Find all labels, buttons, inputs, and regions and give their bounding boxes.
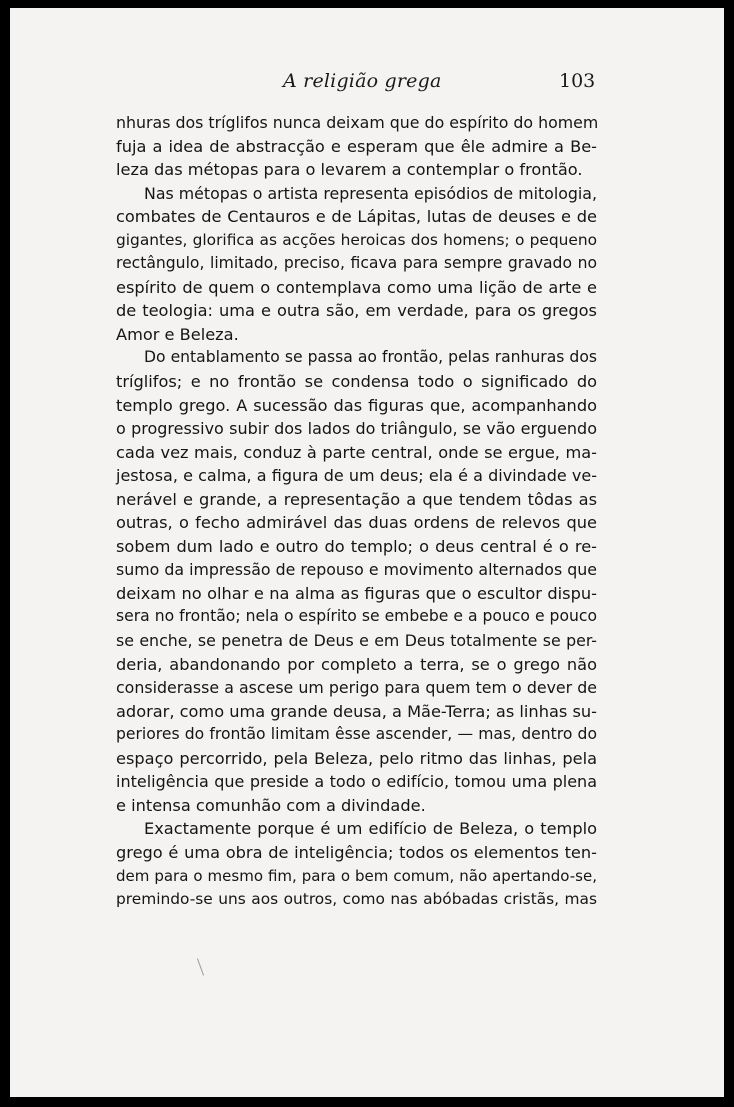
text-line: gigantes, glorifica as acções heroicas dos homens; o pequeno	[116, 230, 597, 249]
text-line: inteligência que preside a todo o edifício, tomou uma plena	[116, 772, 597, 792]
text-line: templo grego. A sucessão das figuras que, acompanhando	[116, 395, 597, 415]
text-line: premindo-se uns aos outros, como nas abóbadas cristãs, mas	[116, 890, 597, 909]
text-line: espaço percorrido, pela Beleza, pelo ritmo das linhas, pela	[116, 748, 597, 768]
text-line: periores do frontão limitam êsse ascender, — mas, dentro do	[116, 725, 597, 744]
text-line: rectângulo, limitado, preciso, ficava para sempre gravado no	[116, 254, 597, 273]
text-line: deixam no olhar e na alma as figuras que o escultor dispu-	[116, 583, 597, 603]
text-line: Exactamente porque é um edifício de Beleza, o templo	[144, 819, 597, 839]
text-line: deria, abandonando por completo a terra, se o grego não	[116, 654, 597, 674]
text-line: combates de Centauros e de Lápitas, lutas de deuses e de	[116, 207, 597, 227]
page-number: 103	[559, 70, 596, 92]
body-text	[116, 111, 597, 912]
text-line: Do entablamento se passa ao frontão, pelas ranhuras dos	[144, 348, 597, 367]
text-line: Amor e Beleza.	[116, 324, 239, 344]
text-line: Nas métopas o artista representa episódios de mitologia,	[144, 183, 597, 203]
text-line: dem para o mesmo fim, para o bem comum, não apertando-se,	[116, 866, 597, 885]
text-line: outras, o fecho admirável das duas ordens de relevos que	[116, 513, 597, 533]
text-line: cada vez mais, conduz à parte central, onde se ergue, ma-	[116, 442, 597, 462]
text-line: grego é uma obra de inteligência; todos os elementos ten-	[116, 842, 597, 862]
text-line: se enche, se penetra de Deus e em Deus totalmente se per-	[116, 631, 597, 651]
text-line: o progressivo subir dos lados do triângulo, se vão erguendo	[116, 419, 597, 439]
text-line: nerável e grande, a representação a que tendem tôdas as	[116, 489, 597, 509]
text-line: sumo da impressão de repouso e movimento alternados que	[116, 560, 597, 580]
text-line: sera no frontão; nela o espírito se embebe e a pouco e pouco	[116, 607, 597, 626]
text-line: nhuras dos tríglifos nunca deixam que do espírito do homem	[116, 113, 599, 132]
text-line: sobem dum lado e outro do templo; o deus central é o re-	[116, 536, 597, 556]
running-title: A religião grega	[283, 70, 442, 92]
text-line: espírito de quem o contemplava como uma lição de arte e	[116, 277, 597, 297]
text-line: considerasse a ascese um perigo para quem tem o dever de	[116, 678, 597, 698]
text-line: jestosa, e calma, a figura de um deus; ela é a divindade ve-	[116, 466, 597, 486]
book-page	[10, 8, 724, 1097]
print-mark	[197, 958, 204, 975]
text-line: adorar, como uma grande deusa, a Mãe-Terra; as linhas su-	[116, 701, 597, 721]
text-line: e intensa comunhão com a divindade.	[116, 795, 426, 815]
text-line: leza das métopas para o levarem a contemplar o frontão.	[116, 160, 583, 180]
page-header	[10, 70, 724, 96]
text-line: fuja a idea de abstracção e esperam que êle admire a Be-	[116, 136, 597, 156]
text-line: de teologia: uma e outra são, em verdade, para os gregos	[116, 301, 597, 321]
text-line: tríglifos; e no frontão se condensa todo o significado do	[116, 372, 597, 392]
